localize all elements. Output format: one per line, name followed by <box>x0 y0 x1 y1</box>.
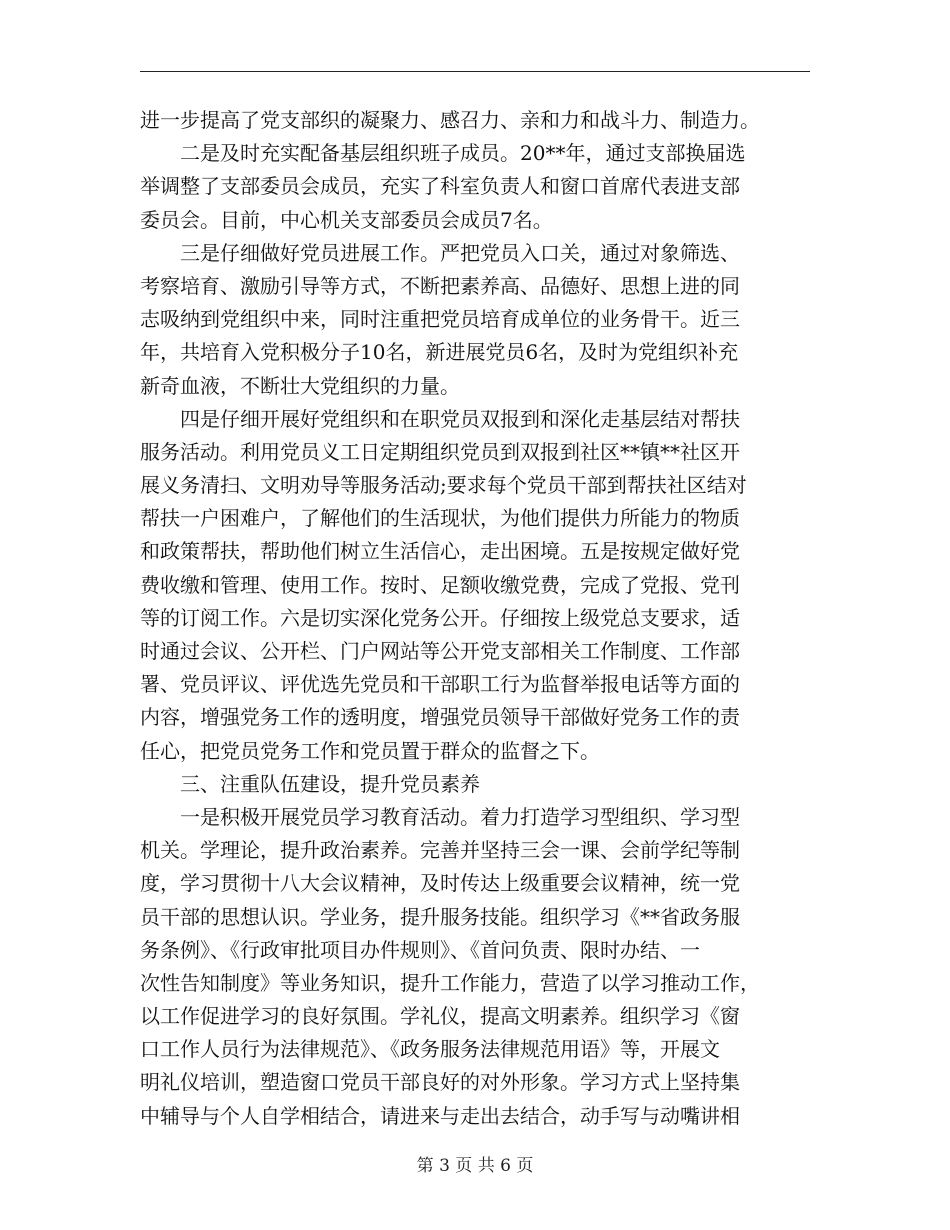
text-line: 次性告知制度》等业务知识，提升工作能力，营造了以学习推动工作， <box>140 970 760 995</box>
text-line: 费收缴和管理、使用工作。按时、足额收缴党费，完成了党报、党刊 <box>140 572 740 597</box>
text-line: 委员会。目前，中心机关支部委员会成员7名。 <box>140 207 553 232</box>
text-line: 明礼仪培训，塑造窗口党员干部良好的对外形象。学习方式上坚持集 <box>140 1070 740 1095</box>
text-line: 举调整了支部委员会成员，充实了科室负责人和窗口首席代表进支部 <box>140 174 740 199</box>
text-line: 三是仔细做好党员进展工作。严把党员入口关，通过对象筛选、 <box>180 240 740 265</box>
text-line: 服务活动。利用党员义工日定期组织党员到双报到社区**镇**社区开 <box>140 439 740 464</box>
page-number: 第 3 页 共 6 页 <box>416 1156 534 1176</box>
section-heading: 三、注重队伍建设，提升党员素养 <box>180 771 480 796</box>
text-line: 中辅导与个人自学相结合，请进来与走出去结合，动手写与动嘴讲相 <box>140 1103 740 1128</box>
text-line: 一是积极开展党员学习教育活动。着力打造学习型组织、学习型 <box>180 804 740 829</box>
text-line: 进一步提高了党支部织的凝聚力、感召力、亲和力和战斗力、制造力。 <box>140 108 760 132</box>
text-line: 帮扶一户困难户，了解他们的生活现状，为他们提供力所能力的物质 <box>140 506 740 531</box>
text-line: 口工作人员行为法律规范》、《政务服务法律规范用语》等，开展文 <box>140 1037 720 1062</box>
text-line: 和政策帮扶，帮助他们树立生活信心，走出困境。五是按规定做好党 <box>140 539 740 564</box>
text-line: 四是仔细开展好党组织和在职党员双报到和深化走基层结对帮扶 <box>180 406 740 431</box>
text-line: 度，学习贯彻十八大会议精神，及时传达上级重要会议精神，统一党 <box>140 871 740 896</box>
text-line: 任心，把党员党务工作和党员置于群众的监督之下。 <box>140 738 600 763</box>
body-text <box>140 104 810 1133</box>
text-line: 新奇血液，不断壮大党组织的力量。 <box>140 373 460 398</box>
text-line: 员干部的思想认识。学业务，提升服务技能。组织学习《**省政务服 <box>140 904 740 929</box>
text-line: 志吸纳到党组织中来，同时注重把党员培育成单位的业务骨干。近三 <box>140 307 740 332</box>
text-line: 署、党员评议、评优选先党员和干部职工行为监督举报电话等方面的 <box>140 672 740 697</box>
text-line: 机关。学理论，提升政治素养。完善并坚持三会一课、会前学纪等制 <box>140 838 740 863</box>
text-line: 展义务清扫、文明劝导等服务活动;要求每个党员干部到帮扶社区结对 <box>140 473 747 498</box>
text-line: 务条例》、《行政审批项目办件规则》、《首问负责、限时办结、一 <box>140 937 700 962</box>
text-line: 年，共培育入党积极分子10名，新进展党员6名，及时为党组织补充 <box>140 340 739 365</box>
text-line: 考察培育、激励引导等方式，不断把素养高、品德好、思想上进的同 <box>140 273 740 298</box>
text-line: 时通过会议、公开栏、门户网站等公开党支部相关工作制度、工作部 <box>140 639 740 663</box>
header-rule <box>140 71 810 72</box>
text-line: 内容，增强党务工作的透明度，增强党员领导干部做好党务工作的责 <box>140 705 740 730</box>
text-line: 等的订阅工作。六是切实深化党务公开。仔细按上级党总支要求，适 <box>140 605 740 630</box>
text-line: 以工作促进学习的良好氛围。学礼仪，提高文明素养。组织学习《窗 <box>140 1004 740 1029</box>
text-line: 二是及时充实配备基层组织班子成员。20**年，通过支部换届选 <box>180 141 746 166</box>
